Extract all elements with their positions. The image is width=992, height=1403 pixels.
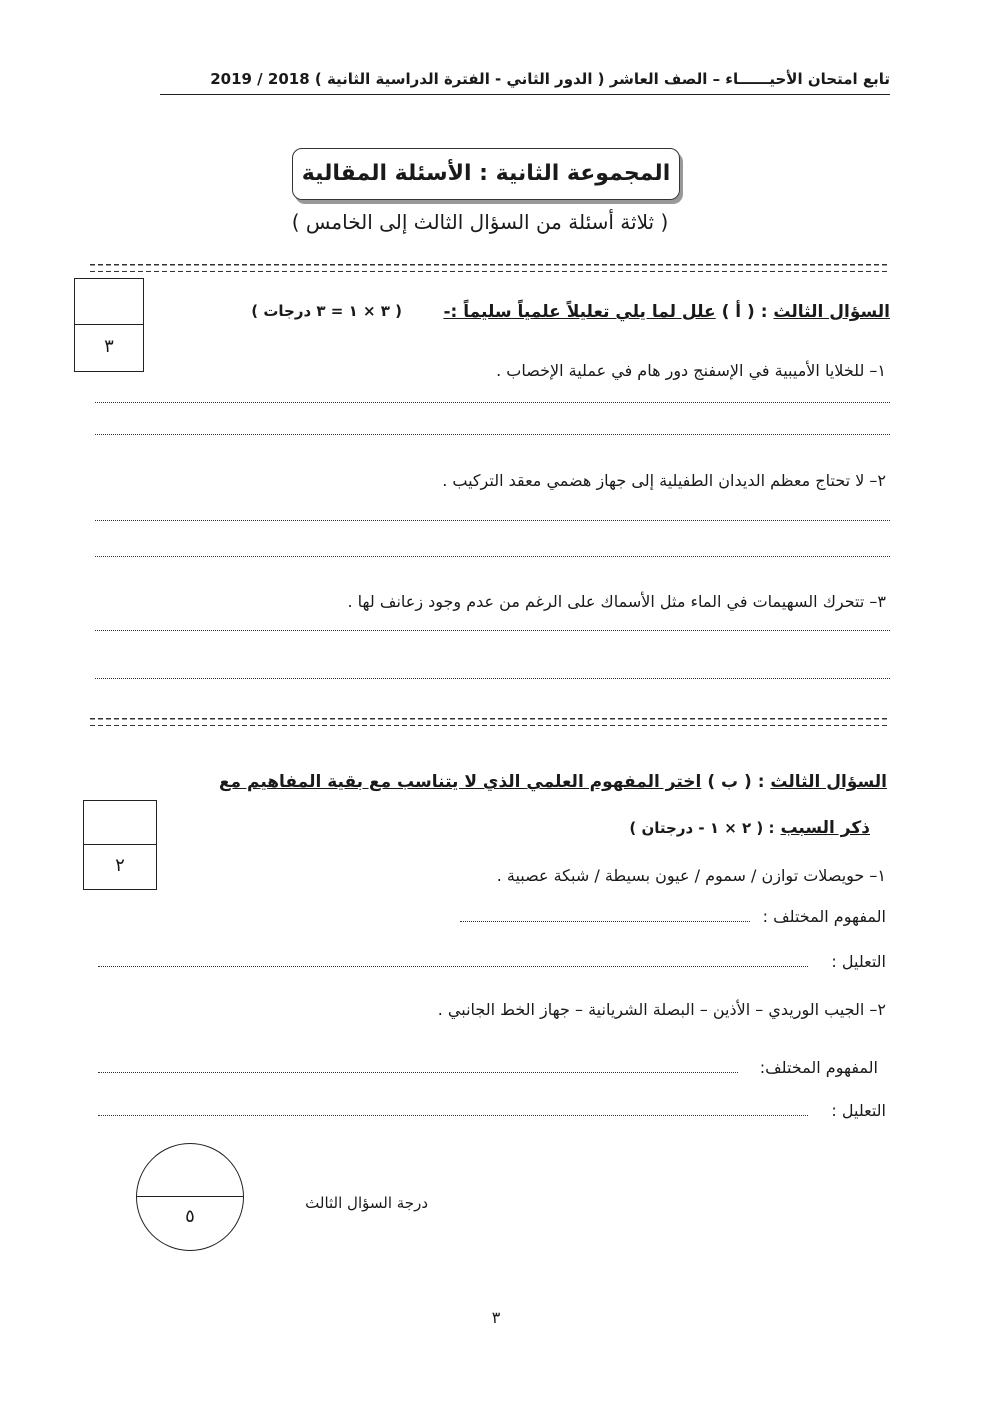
section-b-instruction: اختر المفهوم العلمي الذي لا يتناسب مع بقية المفاهيم مع <box>218 772 702 792</box>
section-a-label: السؤال الثالث <box>773 302 890 322</box>
section-a-heading <box>410 302 890 322</box>
answer-line <box>95 556 890 557</box>
answer-line <box>95 678 890 679</box>
reason-answer-line-2 <box>98 1115 808 1116</box>
answer-line <box>95 434 890 435</box>
section-separator <box>90 718 890 726</box>
score-box-a-value: ٣ <box>104 336 114 357</box>
section-b-marks: : ( ٢ × ١ - درجتان ) <box>629 819 775 837</box>
reason-label-1: التعليل : <box>831 952 886 971</box>
section-b-part: : ( ب ) <box>707 772 765 792</box>
section-a-item-2: ٢– لا تحتاج معظم الديدان الطفيلية إلى جهاز هضمي معقد التركيب . <box>442 471 886 490</box>
group-subtitle: ( ثلاثة أسئلة من السؤال الثالث إلى الخامس ) <box>291 210 669 234</box>
section-a-instruction: علل لما يلي تعليلاً علمياً سليماً :- <box>443 302 716 322</box>
section-separator <box>90 264 890 272</box>
score-box-a <box>74 278 144 372</box>
circle-divider <box>137 1196 243 1197</box>
header-underline <box>160 94 890 95</box>
concept-label-1: المفهوم المختلف : <box>762 907 886 926</box>
score-box-b-empty <box>84 801 156 845</box>
group-title: المجموعة الثانية : الأسئلة المقالية <box>301 161 671 186</box>
concept-label-2: المفهوم المختلف: <box>759 1058 878 1077</box>
answer-line <box>95 520 890 521</box>
concept-answer-line-2 <box>98 1072 738 1073</box>
page-number: ٣ <box>491 1308 501 1327</box>
section-a-part: : ( أ ) <box>721 302 768 322</box>
concept-answer-line-1 <box>460 921 750 922</box>
answer-line <box>95 402 890 403</box>
section-b-heading <box>195 772 887 792</box>
answer-line <box>95 630 890 631</box>
group-title-box <box>292 148 680 200</box>
score-box-b <box>83 800 157 890</box>
section-a-item-1: ١– للخلايا الأميبية في الإسفنج دور هام في عملية الإخصاب . <box>496 361 886 380</box>
section-b-label: السؤال الثالث <box>770 772 887 792</box>
section-a-marks: ( ٣ × ١ = ٣ درجات ) <box>251 302 402 320</box>
reason-label-2: التعليل : <box>831 1101 886 1120</box>
section-b-subheading <box>580 818 870 838</box>
exam-header: تابع امتحان الأحيــــــاء – الصف العاشر ( الدور الثاني - الفترة الدراسية الثانية ) 2018 / 2019 <box>210 70 890 88</box>
section-b-item-2: ٢– الجيب الوريدي – الأذين – البصلة الشريانية – جهاز الخط الجانبي . <box>437 1000 886 1019</box>
total-score-circle <box>136 1143 244 1251</box>
total-score-value: ٥ <box>185 1206 195 1227</box>
section-b-item-1: ١– حويصلات توازن / سموم / عيون بسيطة / شبكة عصبية . <box>496 866 886 885</box>
section-a-item-3: ٣– تتحرك السهيمات في الماء مثل الأسماك على الرغم من عدم وجود زعانف لها . <box>347 592 886 611</box>
score-box-a-empty <box>75 279 143 325</box>
score-box-b-value: ٢ <box>115 855 125 876</box>
reason-answer-line-1 <box>98 966 808 967</box>
section-b-instruction2: ذكر السبب <box>780 818 870 838</box>
total-score-label: درجة السؤال الثالث <box>305 1194 428 1212</box>
